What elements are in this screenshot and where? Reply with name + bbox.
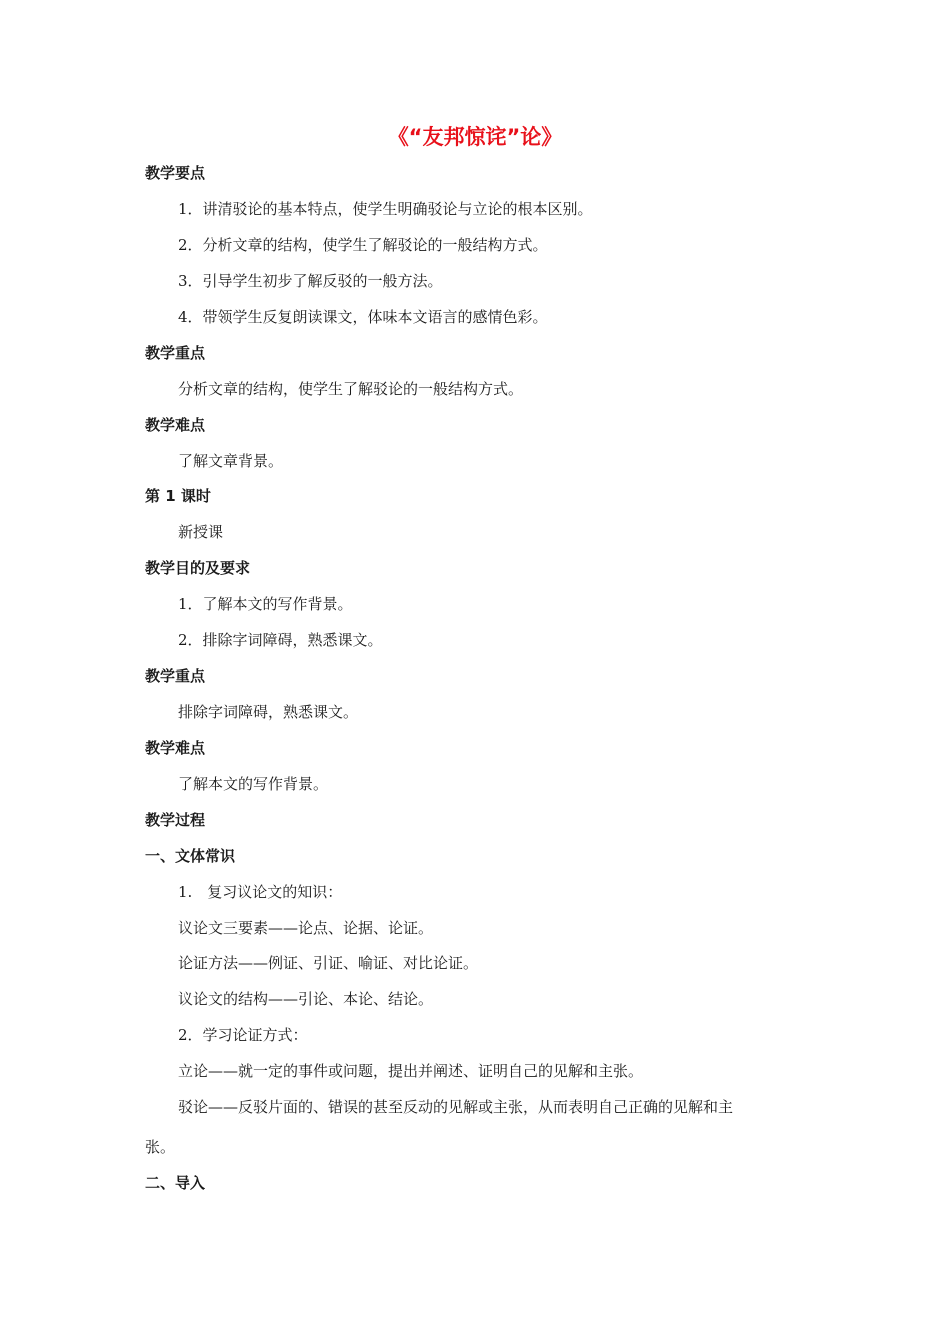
section-heading: 教学难点 bbox=[145, 739, 206, 757]
section-heading: 教学过程 bbox=[145, 811, 206, 829]
paragraph-line: 3．引导学生初步了解反驳的一般方法。 bbox=[178, 272, 443, 290]
paragraph-line: 2．排除字词障碍，熟悉课文。 bbox=[178, 631, 383, 649]
paragraph-line: 1. 复习议论文的知识： bbox=[178, 883, 343, 901]
paragraph-line: 2．分析文章的结构，使学生了解驳论的一般结构方式。 bbox=[178, 236, 548, 254]
section-heading: 教学重点 bbox=[145, 667, 206, 685]
paragraph-line: 分析文章的结构，使学生了解驳论的一般结构方式。 bbox=[178, 380, 524, 398]
paragraph-line: 新授课 bbox=[178, 523, 224, 541]
paragraph-line: 排除字词障碍，熟悉课文。 bbox=[178, 703, 359, 721]
section-heading: 第 1 课时 bbox=[145, 487, 211, 505]
section-heading: 一、文体常识 bbox=[145, 847, 236, 865]
paragraph-line: 议论文三要素——论点、论据、论证。 bbox=[178, 919, 434, 937]
paragraph-line: 了解文章背景。 bbox=[178, 452, 284, 470]
paragraph-line: 立论——就一定的事件或问题，提出并阐述、证明自己的见解和主张。 bbox=[178, 1062, 644, 1080]
paragraph-line: 1．了解本文的写作背景。 bbox=[178, 595, 353, 613]
section-heading: 教学重点 bbox=[145, 344, 206, 362]
paragraph-line: 张。 bbox=[145, 1138, 176, 1156]
paragraph-line: 2．学习论证方式： bbox=[178, 1026, 308, 1044]
section-heading: 教学要点 bbox=[145, 164, 206, 182]
paragraph-line: 论证方法——例证、引证、喻证、对比论证。 bbox=[178, 954, 479, 972]
document-title: 《“友邦惊诧”论》 bbox=[387, 125, 563, 149]
paragraph-line: 驳论——反驳片面的、错误的甚至反动的见解或主张，从而表明自己正确的见解和主 bbox=[178, 1098, 734, 1116]
paragraph-line: 4．带领学生反复朗读课文，体味本文语言的感情色彩。 bbox=[178, 308, 548, 326]
section-heading: 二、导入 bbox=[145, 1174, 206, 1192]
paragraph-line: 1．讲清驳论的基本特点，使学生明确驳论与立论的根本区别。 bbox=[178, 200, 593, 218]
paragraph-line: 议论文的结构——引论、本论、结论。 bbox=[178, 990, 434, 1008]
paragraph-line: 了解本文的写作背景。 bbox=[178, 775, 329, 793]
section-heading: 教学目的及要求 bbox=[145, 559, 251, 577]
section-heading: 教学难点 bbox=[145, 416, 206, 434]
